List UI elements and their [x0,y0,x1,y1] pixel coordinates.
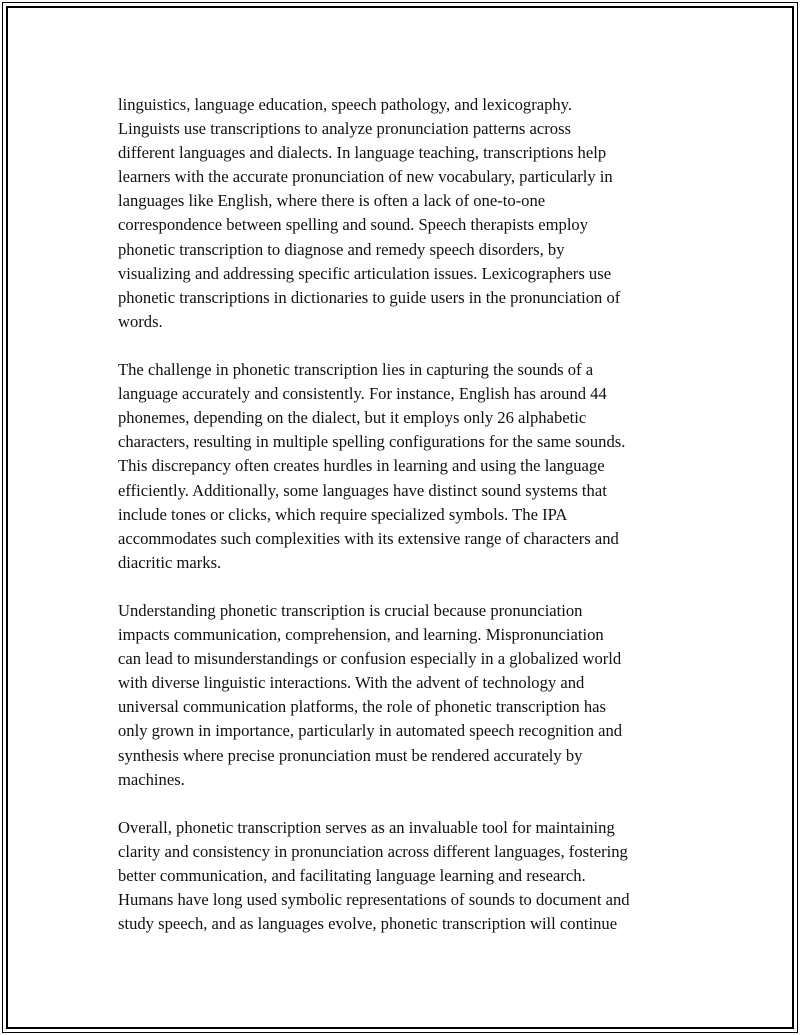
text-line: diacritic marks. [118,552,222,572]
text-line: phonetic transcription to diagnose and remedy speech disorders, by [118,239,565,259]
text-line: Overall, phonetic transcription serves as an invaluable tool for maintaining [118,817,615,837]
text-line: phonetic transcriptions in dictionaries to guide users in the pronunciation of [118,287,621,307]
text-line: languages like English, where there is often a lack of one-to-one [118,191,546,211]
text-line: visualizing and addressing specific articulation issues. Lexicographers use [118,263,612,283]
text-line: The challenge in phonetic transcription lies in capturing the sounds of a [118,360,594,380]
paragraph-applications [118,93,698,334]
text-line: synthesis where precise pronunciation must be rendered accurately by [118,745,583,765]
text-line: Humans have long used symbolic representations of sounds to document and [118,890,630,910]
text-line: characters, resulting in multiple spelling configurations for the same sounds. [118,432,626,452]
text-line: can lead to misunderstandings or confusion especially in a globalized world [118,649,622,669]
text-line: Understanding phonetic transcription is crucial because pronunciation [118,600,583,620]
document-body [118,93,698,936]
text-line: linguistics, language education, speech pathology, and lexicography. [118,95,573,114]
text-line: efficiently. Additionally, some languages have distinct sound systems that [118,480,607,500]
text-line: machines. [118,769,185,789]
paragraph-overall [118,816,698,936]
text-line: clarity and consistency in pronunciation across different languages, fostering [118,841,628,861]
paragraph-understanding [118,599,698,792]
text-line: better communication, and facilitating language learning and research. [118,866,586,885]
text-line: study speech, and as languages evolve, phonetic transcription will continue [118,914,618,934]
text-line: phonemes, depending on the dialect, but it employs only 26 alphabetic [118,408,587,428]
text-line: This discrepancy often creates hurdles in learning and using the language [118,456,605,476]
text-line: language accurately and consistently. For instance, English has around 44 [118,384,607,404]
text-line: universal communication platforms, the role of phonetic transcription has [118,697,607,717]
text-line: different languages and dialects. In language teaching, transcriptions help [118,143,607,163]
text-line: include tones or clicks, which require specialized symbols. The IPA [118,504,568,524]
text-line: Linguists use transcriptions to analyze pronunciation patterns across [118,119,571,139]
text-line: correspondence between spelling and sound. Speech therapists employ [118,215,589,235]
text-line: words. [118,311,163,331]
text-line: learners with the accurate pronunciation of new vocabulary, particularly in [118,167,613,187]
text-line: with diverse linguistic interactions. With the advent of technology and [118,673,585,693]
text-line: accommodates such complexities with its extensive range of characters and [118,528,619,548]
text-line: impacts communication, comprehension, and learning. Mispronunciation [118,625,604,645]
text-line: only grown in importance, particularly in automated speech recognition and [118,721,623,741]
paragraph-challenge [118,358,698,575]
